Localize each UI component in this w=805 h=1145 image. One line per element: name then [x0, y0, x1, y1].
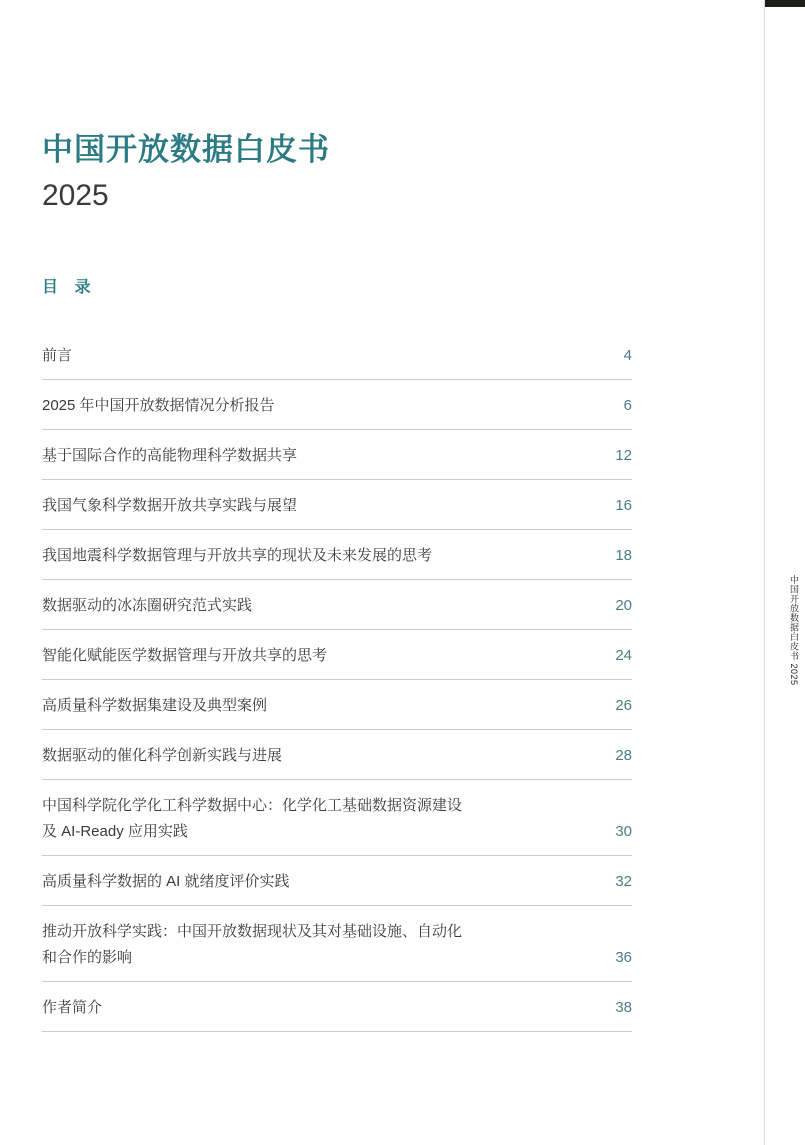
toc-entry[interactable]	[42, 643, 632, 680]
toc-entry-label: 数据驱动的催化科学创新实践与进展	[42, 747, 283, 764]
document-content	[42, 130, 632, 1032]
toc-entry-label	[42, 919, 462, 971]
toc-entry-label: 我国地震科学数据管理与开放共享的现状及未来发展的思考	[42, 547, 433, 564]
page-title: 中国开放数据白皮书	[42, 132, 330, 167]
toc-entry-label: 作者简介	[42, 999, 103, 1016]
running-head: 中国开放数据白皮书 2025	[789, 575, 799, 686]
toc-entry-label-line2: 及 AI-Ready 应用实践	[42, 823, 188, 840]
toc-entry[interactable]	[42, 493, 632, 530]
toc-entry[interactable]	[42, 343, 632, 380]
toc-entry-page: 36	[615, 949, 632, 966]
toc-entry-page: 24	[615, 647, 632, 664]
toc-entry-page: 26	[615, 697, 632, 714]
toc-entry-page: 30	[615, 823, 632, 840]
toc-heading: 目 录	[42, 279, 97, 296]
toc-entry[interactable]	[42, 869, 632, 906]
toc-entry-page: 18	[615, 547, 632, 564]
toc-entry-page: 16	[615, 497, 632, 514]
toc-entry-page: 28	[615, 747, 632, 764]
toc-entry-page: 6	[623, 397, 632, 414]
toc-entry[interactable]	[42, 793, 632, 856]
toc-entry-page: 4	[623, 347, 632, 364]
toc-entry-label: 前言	[42, 347, 73, 364]
toc-entry-label-line1: 推动开放科学实践：中国开放数据现状及其对基础设施、自动化	[42, 923, 463, 940]
toc-entry-label-line1: 中国科学院化学化工科学数据中心：化学化工基础数据资源建设	[42, 797, 463, 814]
toc-entry-page: 12	[615, 447, 632, 464]
toc-entry-page: 38	[615, 999, 632, 1016]
toc-list	[42, 343, 632, 1032]
toc-entry-label: 高质量科学数据的 AI 就绪度评价实践	[42, 873, 290, 890]
right-margin-top-mark	[765, 0, 805, 7]
toc-entry-label-line2: 和合作的影响	[42, 949, 133, 966]
toc-entry-label	[42, 793, 462, 845]
toc-entry[interactable]	[42, 693, 632, 730]
toc-entry[interactable]	[42, 443, 632, 480]
toc-entry[interactable]	[42, 593, 632, 630]
toc-entry-label: 2025 年中国开放数据情况分析报告	[42, 397, 275, 414]
document-year: 2025	[42, 179, 109, 212]
toc-entry[interactable]	[42, 995, 632, 1032]
toc-entry-label: 智能化赋能医学数据管理与开放共享的思考	[42, 647, 328, 664]
toc-entry-label: 数据驱动的冰冻圈研究范式实践	[42, 597, 253, 614]
toc-entry[interactable]	[42, 393, 632, 430]
toc-entry[interactable]	[42, 919, 632, 982]
right-margin-band	[765, 0, 805, 1145]
toc-entry[interactable]	[42, 543, 632, 580]
toc-entry-label: 高质量科学数据集建设及典型案例	[42, 697, 268, 714]
toc-entry-page: 20	[615, 597, 632, 614]
toc-entry-label: 我国气象科学数据开放共享实践与展望	[42, 497, 298, 514]
toc-entry-page: 32	[615, 873, 632, 890]
toc-entry[interactable]	[42, 743, 632, 780]
toc-entry-label: 基于国际合作的高能物理科学数据共享	[42, 447, 298, 464]
